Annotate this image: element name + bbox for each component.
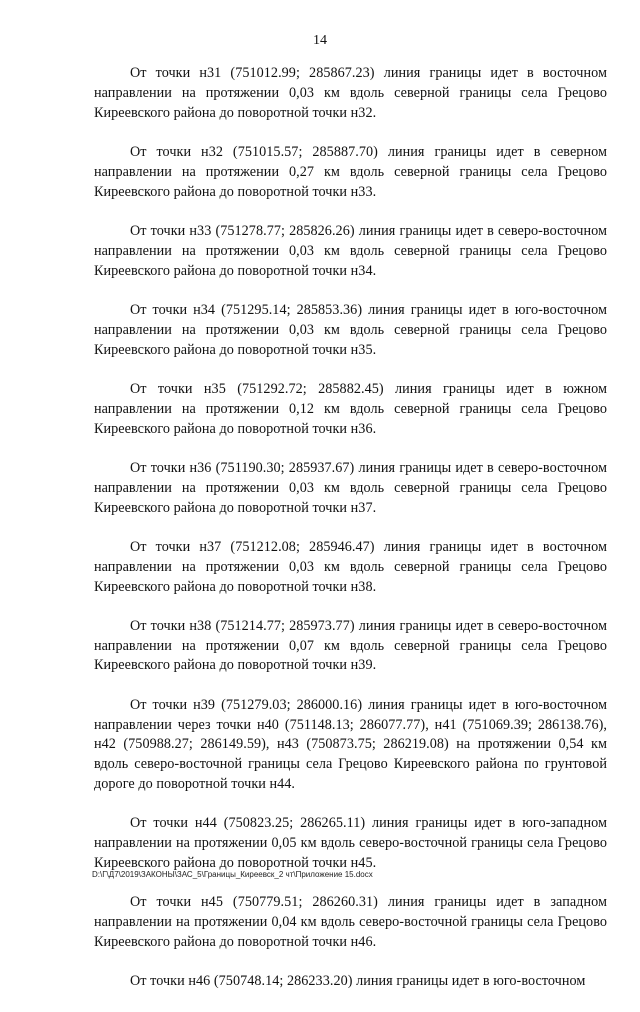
paragraph-n46: От точки н46 (750748.14; 286233.20) линия границы идет в юго-восточном — [130, 973, 586, 990]
paragraph-n38: От точки н38 (751214.77; 285973.77) линия границы идет в северо-восточном направлении на протяжении 0,07 км вдоль северной границы села Грецово Киреевского района до поворотной точки н39. — [94, 617, 607, 674]
paragraph-n45: От точки н45 (750779.51; 286260.31) линия границы идет в западном направлении на протяжении 0,04 км вдоль северо-восточной границы села Грецово Киреевского района до поворотной точки н46. — [94, 894, 607, 951]
paragraph-n31: От точки н31 (751012.99; 285867.23) линия границы идет в восточном направлении на протяжении 0,03 км вдоль северной границы села Грецово Киреевского района до поворотной точки н32. — [94, 65, 607, 121]
paragraph-n33: От точки н33 (751278.77; 285826.26) линия границы идет в северо-восточном направлении на протяжении 0,03 км вдоль северной границы села Грецово Киреевского района до поворотной точки н34. — [94, 222, 607, 279]
paragraph-n39: От точки н39 (751279.03; 286000.16) линия границы идет в юго-восточном направлении через точки н40 (751148.13; 286077.77), н41 (751069.39; 286138.76), н42 (750988.27; 286149.59), н43 (750873.75; 286219.08) на протяжении 0,54 км вдоль северо-восточной границы села Грецово Киреевского района по грунтовой дороге до поворотной точки н44. — [94, 696, 607, 793]
paragraph-n35: От точки н35 (751292.72; 285882.45) линия границы идет в южном направлении на протяжении 0,12 км вдоль северной границы села Грецово Киреевского района до поворотной точки н36. — [94, 380, 607, 437]
paragraph-n37: От точки н37 (751212.08; 285946.47) линия границы идет в восточном направлении на протяжении 0,03 км вдоль северной границы села Грецово Киреевского района до поворотной точки н38. — [94, 538, 607, 595]
paragraph-n44: От точки н44 (750823.25; 286265.11) линия границы идет в юго-западном направлении на протяжении 0,05 км вдоль северо-восточной границы села Грецово Киреевского района до поворотной точки н45. — [94, 815, 607, 872]
paragraph-n34: От точки н34 (751295.14; 285853.36) линия границы идет в юго-восточном направлении на протяжении 0,03 км вдоль северной границы села Грецово Киреевского района до поворотной точки н35. — [94, 301, 607, 358]
paragraph-n32: От точки н32 (751015.57; 285887.70) линия границы идет в северном направлении на протяжении 0,27 км вдоль северной границы села Грецово Киреевского района до поворотной точки н33. — [94, 143, 607, 200]
page-number: 14 — [313, 33, 327, 48]
paragraph-n36: От точки н36 (751190.30; 285937.67) линия границы идет в северо-восточном направлении на протяжении 0,03 км вдоль северной границы села Грецово Киреевского района до поворотной точки н37. — [94, 459, 607, 516]
footer-file-path: D:\Г\Д7\2019\ЗАКОНЫ\ЗАС_5\Границы_Киреевск_2 чт\Приложение 15.docx — [92, 870, 373, 879]
